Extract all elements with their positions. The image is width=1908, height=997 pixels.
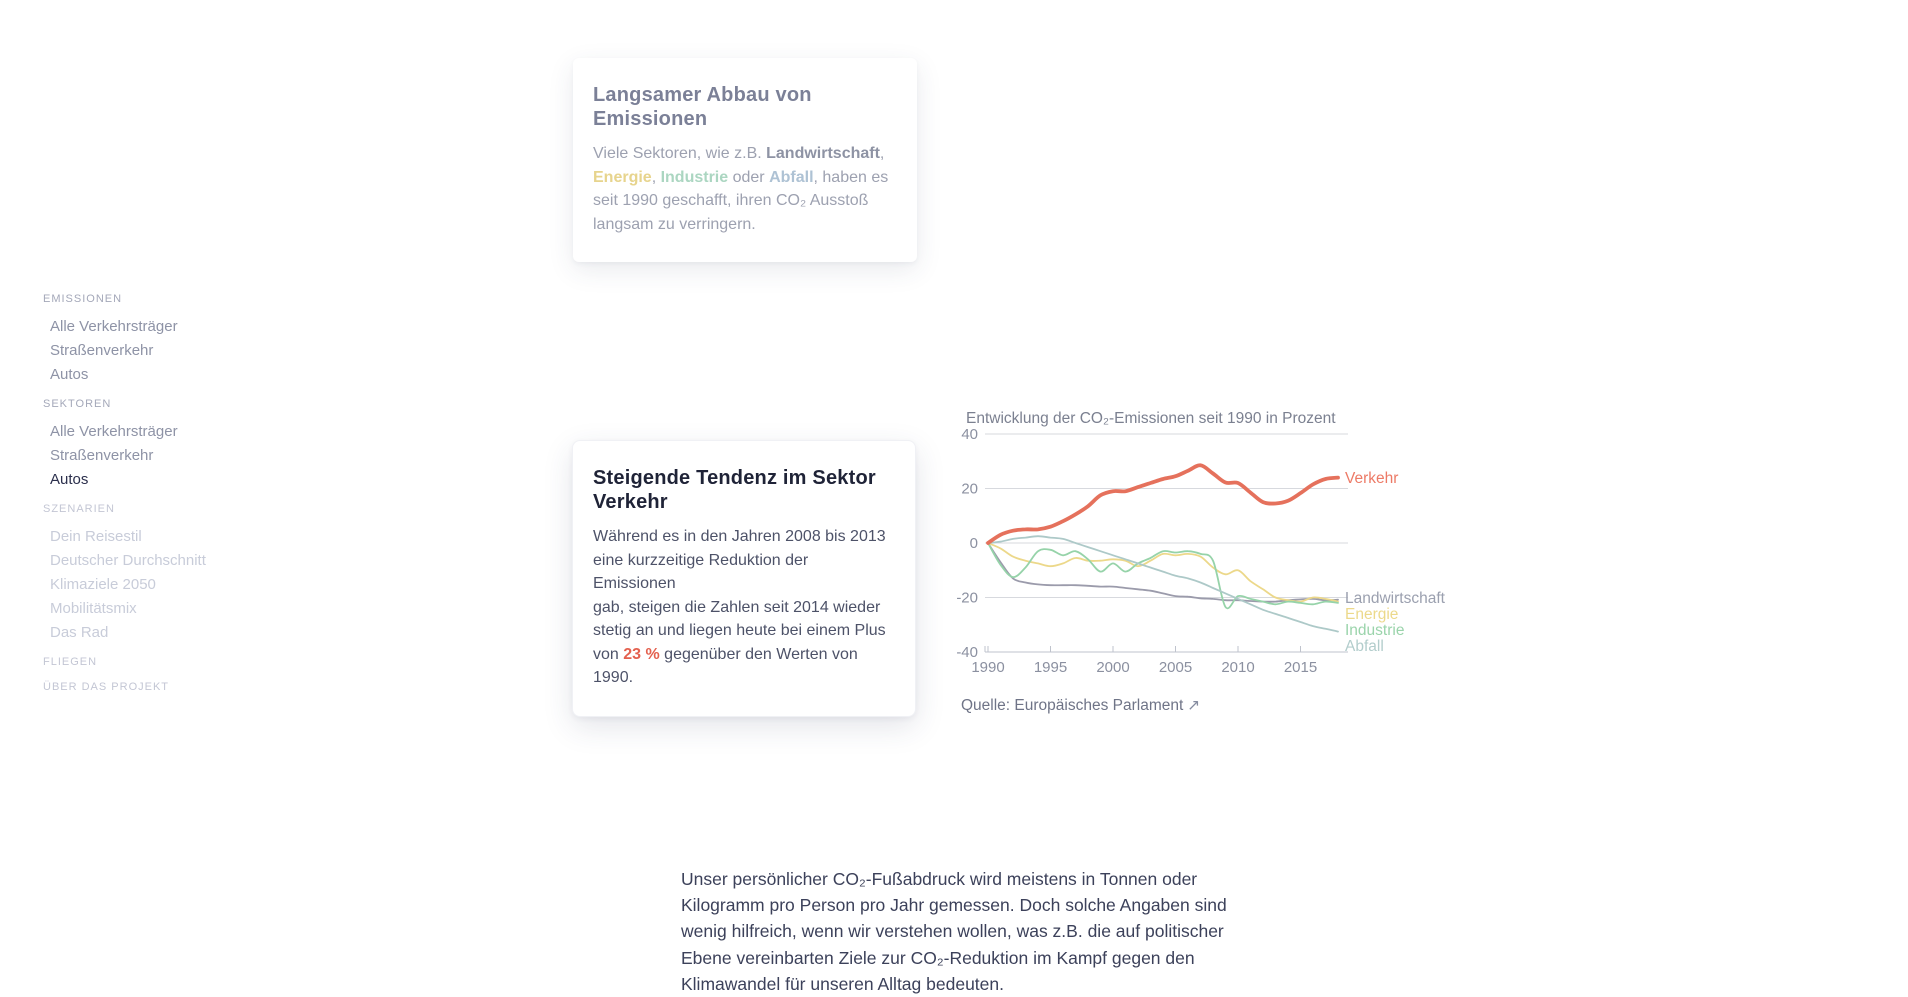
paragraph-line: Kilogramm pro Person pro Jahr gemessen. Doch solche Angaben sind: [681, 895, 1227, 916]
sidebar-item-deutscher-durchschnitt[interactable]: Deutscher Durchschnitt: [50, 552, 206, 569]
text-segment: Viele Sektoren, wie z.B.: [593, 145, 767, 162]
sidebar-header-emissionen: EMISSIONEN: [43, 293, 123, 305]
sidebar-item-straßenverkehr[interactable]: Straßenverkehr: [50, 342, 154, 359]
card-title: Langsamer Abbau von Emissionen: [593, 84, 812, 130]
legend-label-landwirtschaft: Landwirtschaft: [1345, 590, 1445, 607]
source-link[interactable]: [961, 696, 1200, 715]
y-tick-label-20: 20: [961, 480, 978, 498]
sidebar-item-das-rad[interactable]: Das Rad: [50, 624, 109, 641]
text-segment: eine kurzzeitige Reduktion der Emissionen: [593, 551, 809, 592]
x-tick-label-2015: 2015: [1283, 659, 1318, 676]
sidebar-section-über-das-projekt: [43, 681, 273, 695]
paragraph-line: Ebene vereinbarten Ziele zur CO₂-Reduktion im Kampf gegen den: [681, 947, 1195, 968]
sidebar-section-fliegen: [43, 656, 273, 670]
sidebar-item-dein-reisestil[interactable]: Dein Reisestil: [50, 528, 142, 545]
text-segment: stetig an und liegen heute bei einem Plus: [593, 622, 886, 639]
text-segment: oder: [728, 168, 770, 186]
legend-label-verkehr: Verkehr: [1345, 470, 1399, 488]
sidebar-header-szenarien: SZENARIEN: [43, 503, 115, 515]
card-emissions-decline: [573, 58, 917, 262]
sidebar-section-szenarien: [43, 503, 273, 645]
y-tick-label--20: -20: [956, 589, 978, 607]
card-title: Steigende Tendenz im Sektor Verkehr: [593, 467, 876, 513]
y-tick-label-0: 0: [969, 535, 978, 552]
text-segment: , haben es: [813, 168, 889, 186]
chart-title: Entwicklung der CO₂-Emissionen seit 1990 in Prozent: [966, 410, 1336, 427]
series-line-industrie: [988, 543, 1338, 608]
y-tick-label--40: -40: [956, 644, 978, 661]
text-segment: gegenüber den Werten von 1990.: [593, 645, 858, 686]
legend-label-abfall: Abfall: [1345, 638, 1384, 655]
text-segment: ,: [651, 168, 661, 186]
text-segment: ,: [879, 145, 885, 162]
sidebar-item-alle-verkehrsträger[interactable]: Alle Verkehrsträger: [50, 318, 178, 335]
sidebar-header-über-das-projekt[interactable]: ÜBER DAS PROJEKT: [43, 681, 170, 693]
card-body: [593, 142, 895, 236]
x-tick-label-2000: 2000: [1096, 659, 1130, 676]
legend-label-energie: Energie: [1345, 606, 1399, 623]
styled-text-sector-industrie: Industrie: [660, 168, 729, 186]
sidebar-header-sektoren: SEKTOREN: [43, 398, 112, 410]
text-segment: Während es in den Jahren 2008 bis 2013: [593, 528, 886, 545]
sidebar-item-alle-verkehrsträger[interactable]: Alle Verkehrsträger: [50, 423, 178, 440]
sidebar-item-mobilitätsmix[interactable]: Mobilitätsmix: [50, 600, 137, 617]
styled-text-sector-abfall: Abfall: [769, 168, 814, 186]
styled-text-highlight-red: 23 %: [623, 645, 660, 663]
paragraph-line: wenig hilfreich, wenn wir verstehen wollen, was z.B. die auf politischer: [681, 921, 1224, 942]
series-line-verkehr: [988, 465, 1338, 543]
sidebar-item-straßenverkehr[interactable]: Straßenverkehr: [50, 447, 154, 464]
text-segment: gab, steigen die Zahlen seit 2014 wieder: [593, 598, 881, 616]
text-segment: langsam zu verringern.: [593, 215, 756, 233]
body-paragraph: [681, 866, 1261, 997]
sidebar-item-autos[interactable]: Autos: [50, 471, 89, 488]
y-tick-label-40: 40: [961, 426, 978, 443]
card-transport-trend: [572, 440, 916, 717]
sidebar-item-autos[interactable]: Autos: [50, 366, 89, 383]
x-tick-label-1990: 1990: [971, 659, 1005, 676]
legend-label-industrie: Industrie: [1345, 622, 1405, 639]
external-link-arrow-icon: ↗: [1187, 697, 1201, 714]
x-tick-label-2005: 2005: [1158, 659, 1193, 676]
styled-text-sector-energie: Energie: [593, 168, 652, 186]
card-body: [593, 525, 893, 690]
text-segment: seit 1990 geschafft, ihren CO₂ Ausstoß: [593, 192, 869, 209]
emissions-line-chart: [955, 400, 1495, 700]
styled-text-sector-landwirtschaft: Landwirtschaft: [766, 145, 880, 162]
paragraph-line: Klimawandel für unseren Alltag bedeuten.: [681, 973, 1004, 994]
paragraph-line: Unser persönlicher CO₂-Fußabdruck wird meistens in Tonnen oder: [681, 869, 1198, 889]
sidebar-section-sektoren: [43, 398, 273, 492]
sidebar: [43, 293, 273, 706]
x-tick-label-1995: 1995: [1033, 659, 1068, 676]
source-label: Quelle: Europäisches Parlament: [961, 697, 1184, 714]
text-segment: von: [593, 645, 624, 663]
sidebar-item-klimaziele-2050[interactable]: Klimaziele 2050: [50, 576, 156, 593]
sidebar-section-emissionen: [43, 293, 273, 387]
x-tick-label-2010: 2010: [1221, 659, 1255, 676]
sidebar-header-fliegen[interactable]: FLIEGEN: [43, 656, 98, 668]
